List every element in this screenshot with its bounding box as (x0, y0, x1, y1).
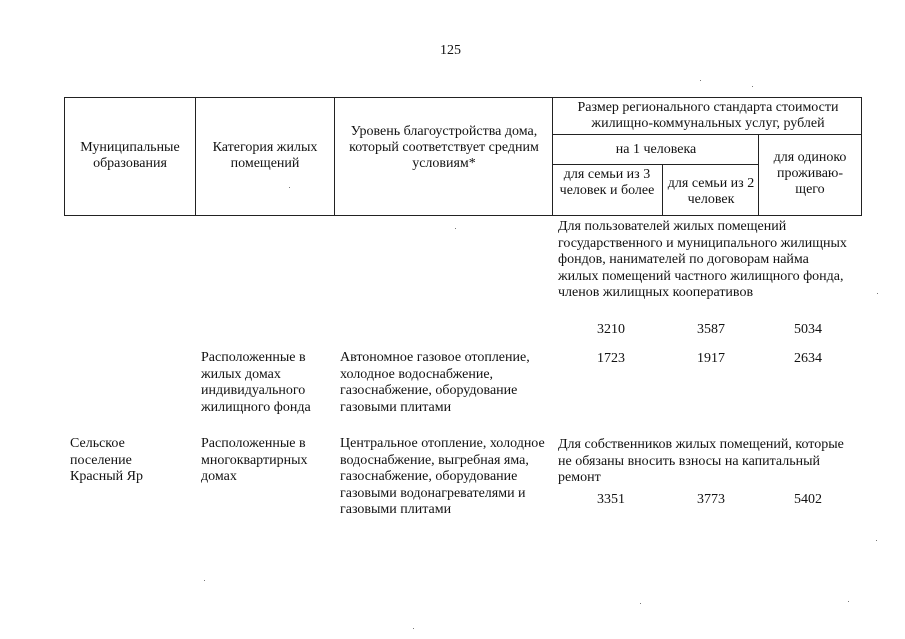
table-border-right (861, 97, 862, 216)
col-divider (195, 97, 196, 216)
scan-speck (413, 628, 414, 629)
row-divider (552, 164, 758, 165)
scan-speck (289, 187, 290, 188)
users-label: Для пользователей жилых помещений государственного и муниципального жилищных фондов, нанимателей по договорам найма жилых помещений частного жилищного фонда, членов жилищных кооперативов (558, 219, 847, 300)
col-divider (552, 97, 553, 216)
header-table (64, 97, 862, 216)
row2-value-single: 2634 (794, 351, 822, 366)
row3-category: Расположенные в многоквартирных домах (201, 436, 308, 484)
row3-municipality: Сельское поселение Красный Яр (70, 436, 143, 484)
header-single: для одиноко проживаю-щего (773, 150, 847, 197)
scan-speck (700, 80, 701, 81)
header-category: Категория жилых помещений (212, 140, 318, 171)
row2-value-family3: 1723 (597, 351, 625, 366)
scan-speck (848, 601, 849, 602)
owners-value-family3: 3351 (597, 492, 625, 507)
page-number: 125 (440, 43, 461, 58)
header-level: Уровень благоустройства дома, который соответствует средним условиям* (349, 124, 539, 171)
scan-speck (877, 293, 878, 294)
scan-speck (752, 86, 753, 87)
table-border-bottom (64, 215, 862, 216)
col-divider (758, 134, 759, 216)
row3-level: Центральное отопление, холодное водоснабжение, выгребная яма, газоснабжение, оборудование газовыми водонагревателями и газовыми плитами (340, 436, 545, 517)
owners-value-single: 5402 (794, 492, 822, 507)
table-border-top (64, 97, 862, 98)
col-divider (662, 164, 663, 216)
scan-speck (640, 603, 641, 604)
owners-value-family2: 3773 (697, 492, 725, 507)
scan-speck (876, 540, 877, 541)
owners-label: Для собственников жилых помещений, которые не обязаны вносить взносы на капитальный ремонт (558, 437, 844, 485)
users-value-family3: 3210 (597, 322, 625, 337)
row2-value-family2: 1917 (697, 351, 725, 366)
header-per-person: на 1 человека (615, 142, 697, 157)
users-value-family2: 3587 (697, 322, 725, 337)
users-value-single: 5034 (794, 322, 822, 337)
header-family-2: для семьи из 2 человек (667, 176, 755, 207)
header-standard: Размер регионального стандарта стоимости жилищно-коммунальных услуг, рублей (577, 100, 839, 131)
header-municipality: Муниципальные образования (80, 140, 180, 171)
row2-level: Автономное газовое отопление, холодное водоснабжение, газоснабжение, оборудование газовыми плитами (340, 350, 530, 415)
scan-speck (204, 580, 205, 581)
scan-speck (455, 228, 456, 229)
row2-category: Расположенные в жилых домах индивидуального жилищного фонда (201, 350, 311, 415)
table-border-left (64, 97, 65, 216)
row-divider (552, 134, 862, 135)
col-divider (334, 97, 335, 216)
header-family-3: для семьи из 3 человек и более (559, 167, 655, 198)
